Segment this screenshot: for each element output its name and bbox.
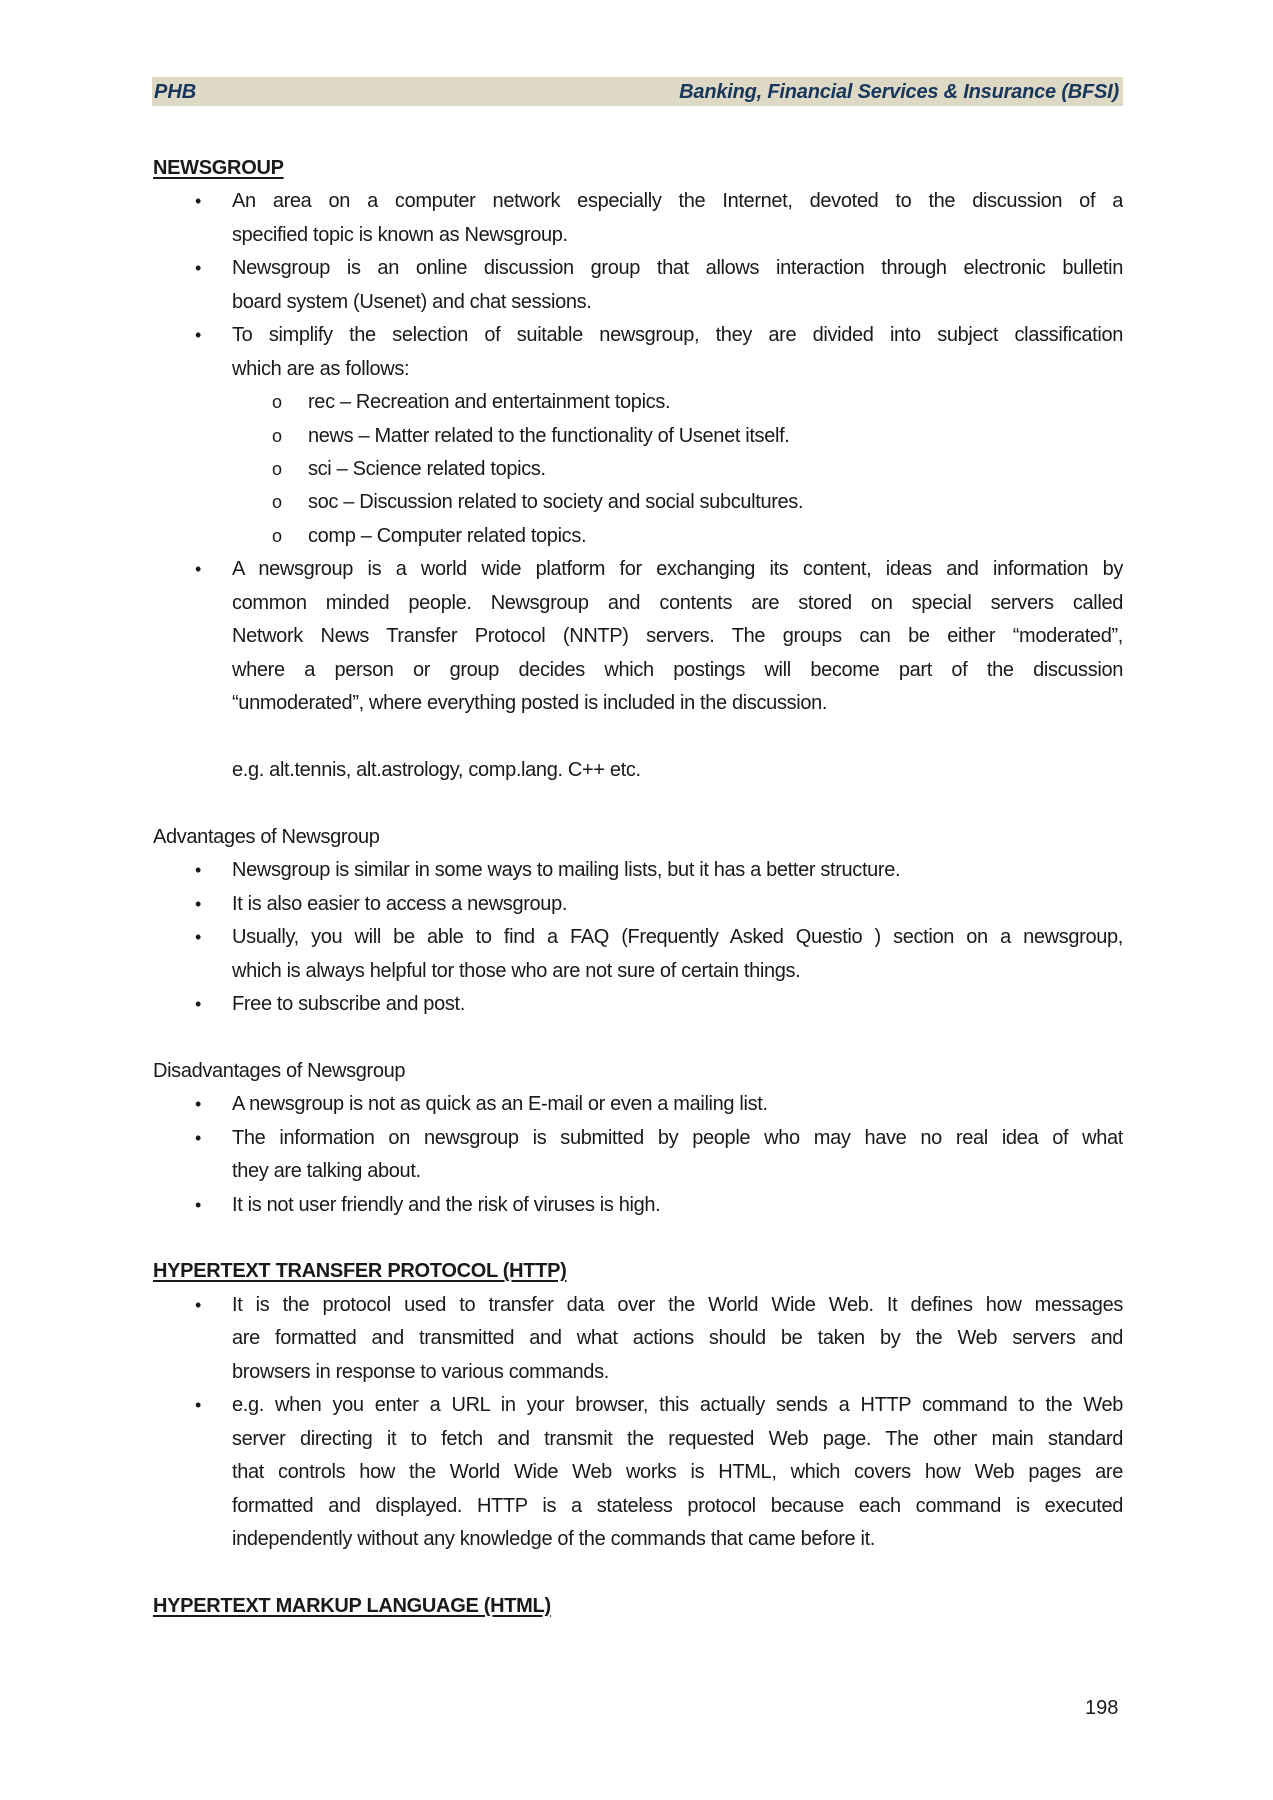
example-text: e.g. alt.tennis, alt.astrology, comp.lang. C++ etc. (232, 758, 641, 781)
list-item: • e.g. when you enter a URL in your browser, this actually sends a HTTP command to the Web (153, 1389, 1123, 1422)
bullet-icon: • (195, 325, 202, 346)
list-item: • A newsgroup is a world wide platform for exchanging its content, ideas and information by (153, 553, 1123, 586)
bullet-icon: • (195, 191, 202, 212)
list-item: • An area on a computer network especially the Internet, devoted to the discussion of a (153, 185, 1123, 218)
subheading-disadvantages: Disadvantages of Newsgroup (153, 1059, 406, 1082)
page-content (153, 152, 1123, 1623)
circle-bullet-icon: o (272, 458, 283, 479)
list-item-continuation: common minded people. Newsgroup and contents are stored on special servers called (232, 591, 1123, 614)
sub-list-item: o news – Matter related to the functionality of Usenet itself. (153, 420, 1123, 453)
circle-bullet-icon: o (272, 525, 283, 546)
list-item-continuation: which are as follows: (232, 357, 410, 380)
list-item: • The information on newsgroup is submitted by people who may have no real idea of what (153, 1122, 1123, 1155)
bullet-icon: • (195, 258, 202, 279)
list-item-continuation: Network News Transfer Protocol (NNTP) servers. The groups can be either “moderated”, (232, 625, 1123, 648)
section-heading-html: HYPERTEXT MARKUP LANGUAGE (HTML) (153, 1594, 551, 1617)
list-item: • Free to subscribe and post. (153, 988, 1123, 1021)
list-item-continuation: they are talking about. (232, 1160, 421, 1183)
list-item-continuation: specified topic is known as Newsgroup. (232, 223, 568, 246)
bullet-icon: • (195, 993, 202, 1014)
sub-list-item: o comp – Computer related topics. (153, 520, 1123, 553)
list-item-continuation: server directing it to fetch and transmit the requested Web page. The other main standard (232, 1427, 1123, 1450)
sub-list-item: o rec – Recreation and entertainment topics. (153, 386, 1123, 419)
list-item: • Newsgroup is similar in some ways to mailing lists, but it has a better structure. (153, 854, 1123, 887)
list-item: • A newsgroup is not as quick as an E-mail or even a mailing list. (153, 1088, 1123, 1121)
section-heading-http: HYPERTEXT TRANSFER PROTOCOL (HTTP) (153, 1260, 567, 1283)
bullet-icon: • (195, 559, 202, 580)
sub-list-item: o sci – Science related topics. (153, 453, 1123, 486)
header-right-title: Banking, Financial Services & Insurance (BFSI) (679, 81, 1119, 103)
bullet-icon: • (195, 1294, 202, 1315)
list-item-continuation: browsers in response to various commands. (232, 1360, 609, 1383)
circle-bullet-icon: o (272, 392, 283, 413)
circle-bullet-icon: o (272, 492, 283, 513)
page-number: 198 (1085, 1697, 1119, 1719)
list-item-continuation: board system (Usenet) and chat sessions. (232, 290, 592, 313)
bullet-icon: • (195, 1094, 202, 1115)
list-item: • Newsgroup is an online discussion group that allows interaction through electronic bulletin (153, 252, 1123, 285)
list-item-continuation: formatted and displayed. HTTP is a stateless protocol because each command is executed (232, 1494, 1123, 1517)
list-item: • To simplify the selection of suitable newsgroup, they are divided into subject classification (153, 319, 1123, 352)
list-item-continuation: that controls how the World Wide Web works is HTML, which covers how Web pages are (232, 1461, 1123, 1484)
circle-bullet-icon: o (272, 425, 283, 446)
running-header (152, 77, 1123, 106)
list-item-continuation: independently without any knowledge of the commands that came before it. (232, 1527, 875, 1550)
bullet-icon: • (195, 1194, 202, 1215)
bullet-icon: • (195, 893, 202, 914)
list-item-continuation: which is always helpful tor those who are not sure of certain things. (232, 959, 801, 982)
bullet-icon: • (195, 1395, 202, 1416)
list-item: • It is the protocol used to transfer data over the World Wide Web. It defines how messages (153, 1289, 1123, 1322)
list-item-continuation: “unmoderated”, where everything posted is included in the discussion. (232, 692, 828, 714)
sub-list-item: o soc – Discussion related to society and social subcultures. (153, 486, 1123, 519)
subheading-advantages: Advantages of Newsgroup (153, 825, 380, 848)
list-item-continuation: are formatted and transmitted and what actions should be taken by the Web servers and (232, 1327, 1123, 1350)
list-item: • It is not user friendly and the risk of viruses is high. (153, 1189, 1123, 1222)
list-item-continuation: where a person or group decides which postings will become part of the discussion (232, 658, 1123, 681)
bullet-icon: • (195, 1127, 202, 1148)
header-left-label: PHB (154, 81, 197, 103)
list-item: • It is also easier to access a newsgroup. (153, 888, 1123, 921)
list-item: • Usually, you will be able to find a FAQ (Frequently Asked Questio ) section on a newsgroup, (153, 921, 1123, 954)
bullet-icon: • (195, 927, 202, 948)
bullet-icon: • (195, 860, 202, 881)
section-heading-newsgroup: NEWSGROUP (153, 157, 284, 179)
